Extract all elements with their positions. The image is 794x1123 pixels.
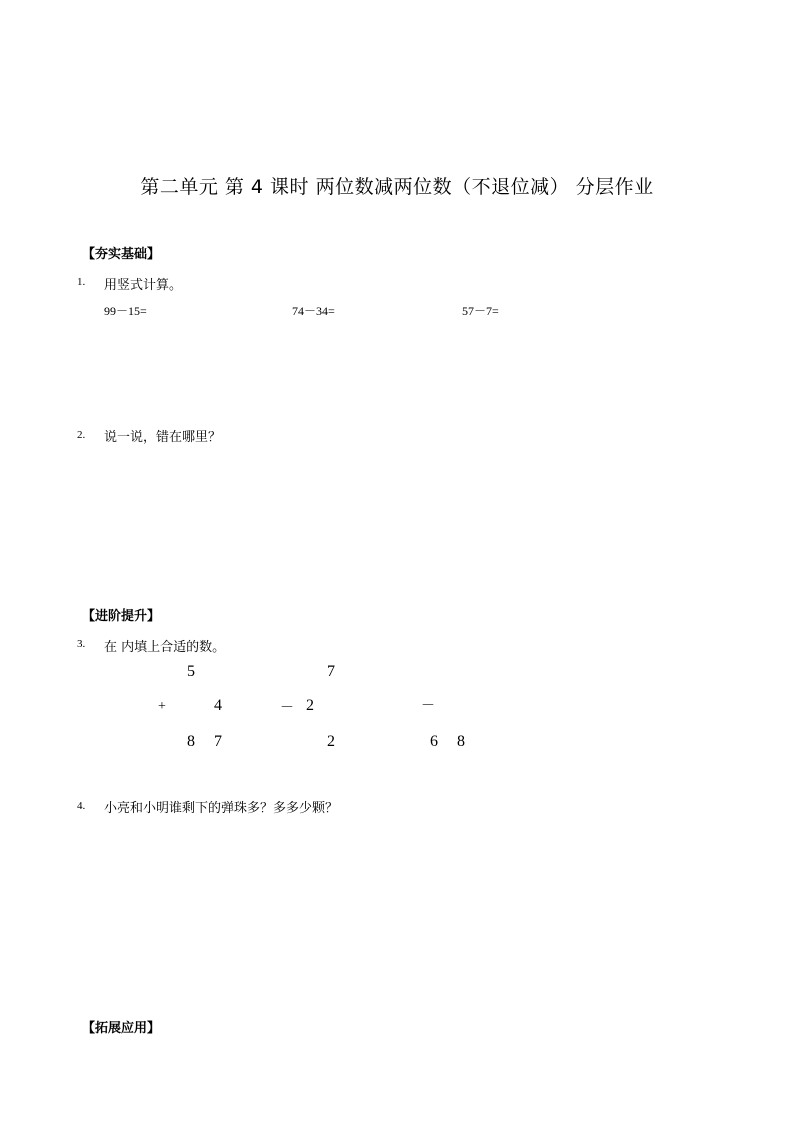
question-number: 2. xyxy=(77,429,86,441)
vertical-digit: 7 xyxy=(327,663,335,680)
question-text: 用竖式计算。 xyxy=(104,278,183,293)
minus-sign: － xyxy=(280,701,294,716)
plus-sign: + xyxy=(158,699,166,714)
question-text: 说一说，错在哪里？ xyxy=(104,430,222,445)
calc-expression: 99－15= xyxy=(104,304,147,318)
section-heading-basic: 【夯实基础】 xyxy=(82,247,161,262)
section-heading-advanced: 【进阶提升】 xyxy=(82,609,161,624)
question-number: 3. xyxy=(77,638,86,650)
vertical-digit: 8 xyxy=(457,733,465,750)
calc-expression: 74－34= xyxy=(292,304,335,318)
vertical-digit: 5 xyxy=(187,663,195,680)
question-text: 小亮和小明谁剩下的弹珠多？多多少颗？ xyxy=(104,801,339,816)
question-number: 1. xyxy=(77,276,86,288)
vertical-digit: 6 xyxy=(430,733,438,750)
minus-sign: － xyxy=(421,699,435,714)
vertical-digit: 2 xyxy=(327,733,335,750)
vertical-digit: 8 xyxy=(187,733,195,750)
question-text: 在 内填上合适的数。 xyxy=(104,640,226,655)
section-heading-extend: 【拓展应用】 xyxy=(82,1021,161,1036)
question-number: 4. xyxy=(77,800,86,812)
vertical-digit: 4 xyxy=(214,697,222,714)
calc-expression: 57－7= xyxy=(462,304,499,318)
vertical-digit: 7 xyxy=(214,733,222,750)
vertical-digit: 2 xyxy=(306,697,314,714)
page-title: 第二单元 第 4 课时 两位数减两位数（不退位减） 分层作业 xyxy=(140,176,654,198)
